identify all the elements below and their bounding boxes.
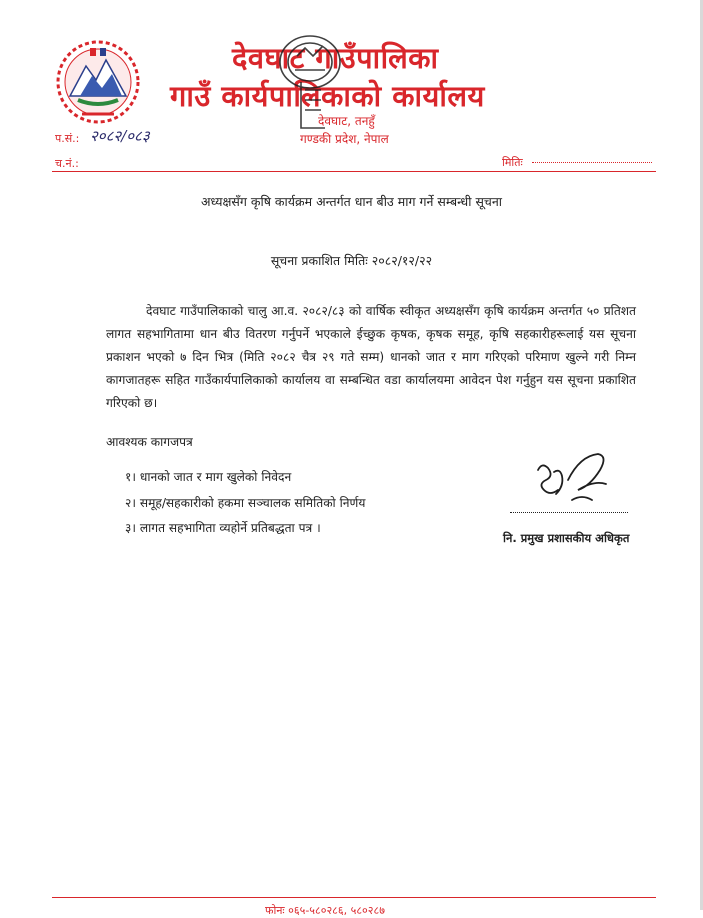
patra-sankhya-label: प.सं.: bbox=[55, 132, 80, 145]
office-title-line1: देवघाट गाउँपालिका bbox=[232, 41, 439, 75]
footer-divider bbox=[52, 897, 656, 898]
document-item: ३। लागत सहभागिता व्यहोर्ने प्रतिबद्धता पत्र । bbox=[125, 521, 321, 535]
notice-subject: अध्यक्षसँग कृषि कार्यक्रम अन्तर्गत धान बीउ माग गर्ने सम्बन्धी सूचना bbox=[200, 194, 503, 209]
chalani-number-label: च.नं.: bbox=[55, 157, 79, 170]
signature-dotted-line bbox=[510, 512, 628, 513]
nepal-emblem-icon bbox=[52, 36, 144, 128]
signer-title: नि. प्रमुख प्रशासकीय अधिकृत bbox=[503, 531, 630, 545]
footer-contact: फोनः ०६५-५८०२८६, ५८०२८७ bbox=[265, 904, 385, 917]
notice-published-date: सूचना प्रकाशित मितिः २०८२/१२/२२ bbox=[270, 253, 433, 268]
handwritten-signature-icon bbox=[520, 450, 640, 510]
notice-body: देवघाट गाउँपालिकाको चालु आ.व. २०८२/८३ को वार्षिक स्वीकृत अध्यक्षसँग कृषि कार्यक्रम अन्तर्गत ५० प्रतिशत लागत सहभागितामा धान बीउ वितरण गर्नुपर्ने भएकाले ईच्छुक कृषक, कृषक समूह, कृषि सहकारीहरूलाई यस सूचना प्रकाशन भएको ७ दिन भित्र (मिति २०८२ चैत्र २९ गते सम्म) धानको जात र माग गरिएको परिमाण खुल्ने गरी निम्न कागजातहरू सहित गाउँकार्यपालिकाको कार्यालय वा सम्बन्धित वडा कार्यालयमा आवेदन पेश गर्नुहुन यस सूचना प्रकाशित गरिएको छ। bbox=[106, 304, 636, 410]
patra-sankhya-value: २०८२/०८३ bbox=[90, 127, 150, 145]
date-dotted-line bbox=[532, 162, 652, 163]
office-title-line2: गाउँ कार्यपालिकाको कार्यालय bbox=[170, 79, 485, 113]
office-address-line1: देवघाट, तनहुँ bbox=[318, 114, 375, 128]
date-label: मितिः bbox=[502, 156, 523, 169]
office-stamp-icon bbox=[265, 20, 355, 140]
document-item: १। धानको जात र माग खुलेको निवेदन bbox=[125, 470, 292, 484]
documents-heading: आवश्यक कागजपत्र bbox=[106, 435, 193, 449]
office-address-line2: गण्डकी प्रदेश, नेपाल bbox=[300, 132, 389, 146]
header-divider bbox=[52, 171, 656, 172]
document-item: २। समूह/सहकारीको हकमा सञ्चालक समितिको निर्णय bbox=[125, 496, 366, 510]
